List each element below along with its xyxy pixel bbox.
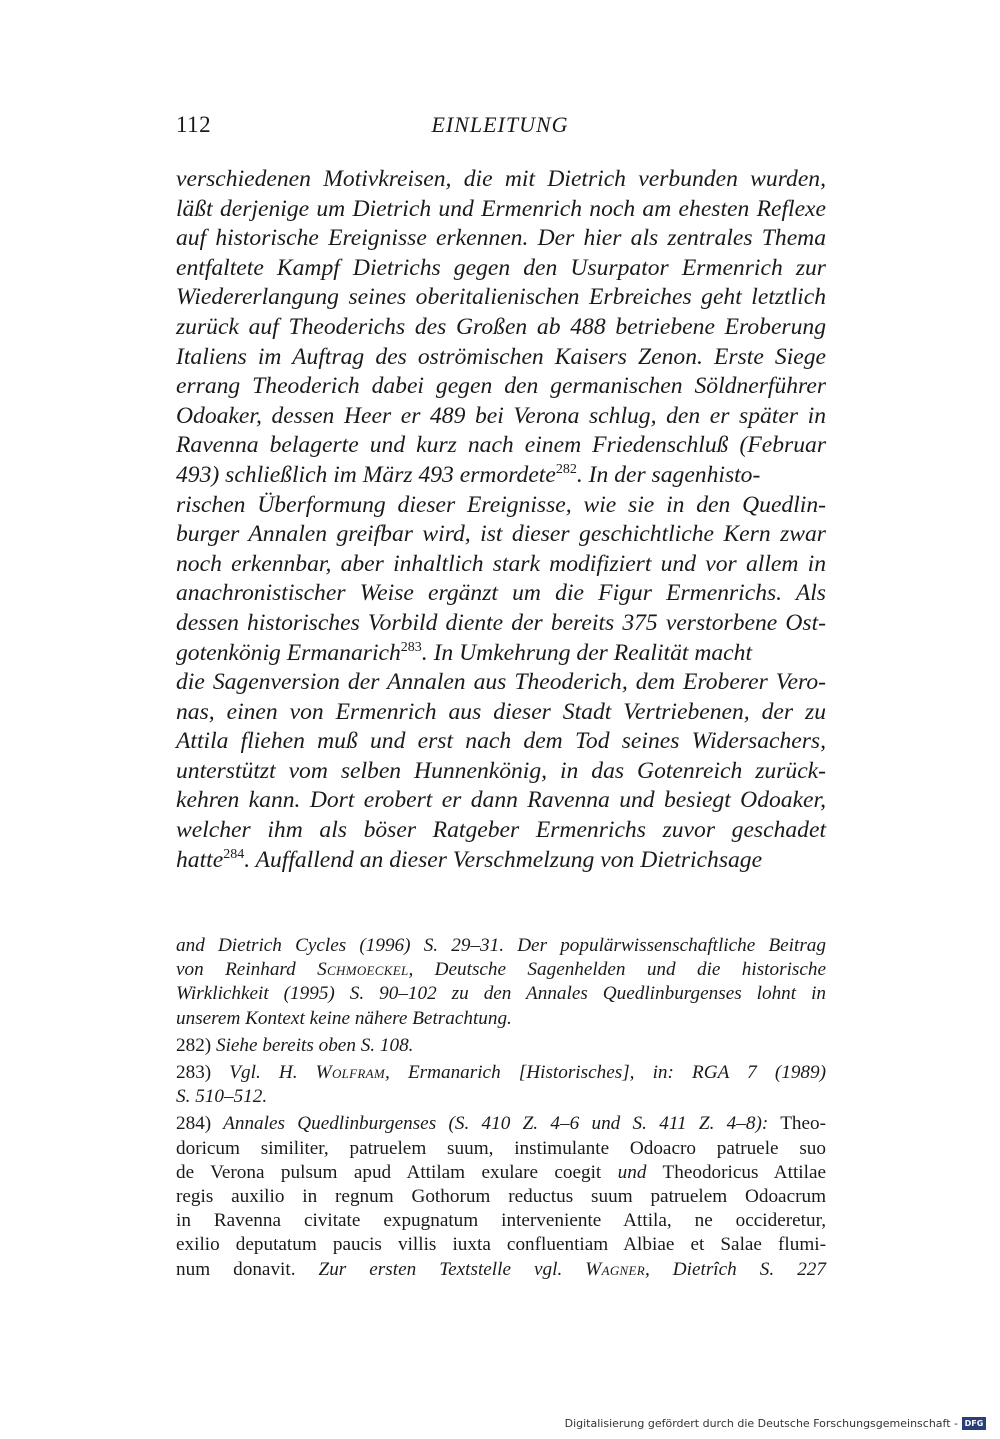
footnote-line	[176, 1061, 826, 1085]
text-line: Italiens im Auftrag des oströmischen Kaisers Zenon. Erste Siege	[176, 343, 826, 370]
text-segment: num donavit.	[176, 1258, 319, 1280]
footnote-number: 284)	[176, 1113, 212, 1135]
footnote-282	[176, 1034, 826, 1058]
text-segment: Theo-	[768, 1113, 827, 1135]
footnote-284	[176, 1112, 826, 1281]
text-segment: Zur ersten Textstelle vgl.	[318, 1258, 586, 1280]
footnote-line	[176, 1258, 826, 1282]
footnote-line: unserem Kontext keine nähere Betrachtung.	[176, 1007, 512, 1029]
text-line: unterstützt vom selben Hunnenkönig, in das Gotenreich zurück-	[176, 757, 826, 784]
footnote-number: 282)	[176, 1034, 212, 1056]
text-line: dessen historisches Vorbild diente der bereits 375 verstorbene Ost-	[176, 609, 826, 636]
text-segment: Vgl. H.	[211, 1062, 316, 1084]
footnote-number: 283)	[176, 1062, 212, 1084]
text-segment: , Ermanarich [Historisches], in: RGA 7 (1989)	[385, 1062, 826, 1084]
text-segment: 493) schließlich im März 493 ermordete	[176, 461, 556, 488]
text-segment: gotenkönig Ermanarich	[176, 639, 401, 666]
footnote-line	[176, 1112, 826, 1136]
text-line: nas, einen von Ermenrich aus dieser Stadt Vertriebenen, der zu	[176, 698, 826, 725]
text-line: läßt derjenige um Dietrich und Ermenrich noch am ehesten Reflexe	[176, 195, 826, 222]
text-line: die Sagenversion der Annalen aus Theoderich, dem Eroberer Vero-	[176, 669, 826, 696]
page-header	[176, 112, 824, 146]
text-segment: . Auffallend an dieser Verschmelzung von Dietrichsage	[244, 846, 763, 873]
text-line	[176, 639, 826, 669]
text-segment: , Dietrîch S. 227	[644, 1258, 826, 1280]
text-line: Ravenna belagerte und kurz nach einem Friedenschluß (Februar	[176, 432, 826, 459]
text-segment: Theodoricus Attilae	[646, 1161, 826, 1183]
footnote-line	[176, 1161, 826, 1185]
text-segment: und	[617, 1161, 647, 1183]
running-title: EINLEITUNG	[431, 112, 569, 137]
text-line: errang Theoderich dabei gegen den germanischen Söldnerführer	[176, 373, 826, 400]
footnote-line	[176, 958, 826, 982]
text-segment: de Verona pulsum apud Attilam exulare coegit	[176, 1161, 618, 1183]
text-line: Attila fliehen muß und erst nach dem Tod seines Widersachers,	[176, 728, 826, 755]
author-name: Schmoeckel	[317, 959, 409, 981]
dfg-logo-icon: DFG	[962, 1417, 986, 1430]
digitization-footer	[565, 1413, 986, 1433]
text-line: Odoaker, dessen Heer er 489 bei Verona schlug, den er später in	[176, 402, 826, 429]
text-line: rischen Überformung dieser Ereignisse, wie sie in den Quedlin-	[176, 491, 826, 518]
footnote-283	[176, 1061, 826, 1109]
text-line: welcher ihm als böser Ratgeber Ermenrichs zuvor geschadet	[176, 817, 826, 844]
text-segment: . In Umkehrung der Realität macht	[421, 639, 753, 666]
footnote-line: doricum similiter, patruelem suum, instimulante Odoacro patruele suo	[176, 1137, 826, 1159]
footnote-ref-282[interactable]: 282	[555, 462, 577, 478]
text-segment: von Reinhard	[176, 959, 318, 981]
text-line: verschiedenen Motivkreisen, die mit Dietrich verbunden wurden,	[176, 166, 826, 192]
text-line: noch erkennbar, aber inhaltlich stark modifiziert und vor allem in	[176, 550, 826, 577]
text-line: Wiedererlangung seines oberitalienischen Erbreiches geht letztlich	[176, 284, 826, 311]
text-segment: . In der sagenhisto-	[576, 461, 761, 488]
footnote-line: Wirklichkeit (1995) S. 90–102 zu den Annales Quedlinburgenses lohnt in	[176, 983, 826, 1005]
author-name: Wagner	[585, 1258, 645, 1280]
text-line: burger Annalen greifbar wird, ist dieser geschichtliche Kern zwar	[176, 521, 826, 548]
text-line: entfaltete Kampf Dietrichs gegen den Usurpator Ermenrich zur	[176, 254, 826, 281]
main-text	[176, 165, 826, 875]
footnote-line: regis auxilio in regnum Gothorum reductus suum patruelem Odoacrum	[176, 1186, 826, 1208]
footnote-line: S. 510–512.	[176, 1086, 268, 1108]
footnote-ref-283[interactable]: 283	[400, 639, 422, 655]
footnote-line: exilio deputatum paucis villis iuxta confluentiam Albiae et Salae flumi-	[176, 1234, 826, 1256]
author-name: Wolfram	[315, 1062, 386, 1084]
text-line: auf historische Ereignisse erkennen. Der hier als zentrales Thema	[176, 225, 826, 252]
page-number: 112	[176, 112, 212, 137]
text-line	[176, 846, 826, 876]
text-segment: Siehe bereits oben S. 108.	[211, 1034, 414, 1056]
text-line: kehren kann. Dort erobert er dann Ravenna und besiegt Odoaker,	[176, 787, 826, 814]
text-segment: , Deutsche Sagenhelden und die historische	[408, 959, 827, 981]
text-line	[176, 461, 826, 491]
footnote-ref-284[interactable]: 284	[223, 846, 245, 862]
footnote-continuation	[176, 934, 826, 1031]
footnote-line	[176, 1034, 826, 1058]
footer-text: Digitalisierung gefördert durch die Deutsche Forschungsgemeinschaft -	[564, 1416, 958, 1430]
footnote-line: in Ravenna civitate expugnatum interveniente Attila, ne occideretur,	[176, 1210, 826, 1232]
text-segment: hatte	[176, 846, 224, 873]
footnotes	[176, 934, 826, 1285]
footnote-line: and Dietrich Cycles (1996) S. 29–31. Der populärwissenschaftliche Beitrag	[176, 935, 826, 956]
text-line: anachronistischer Weise ergänzt um die Figur Ermenrichs. Als	[176, 580, 826, 607]
text-line: zurück auf Theoderichs des Großen ab 488 betriebene Eroberung	[176, 313, 826, 340]
text-segment: Annales Quedlinburgenses (S. 410 Z. 4–6 und S. 411 Z. 4–8):	[211, 1113, 769, 1135]
